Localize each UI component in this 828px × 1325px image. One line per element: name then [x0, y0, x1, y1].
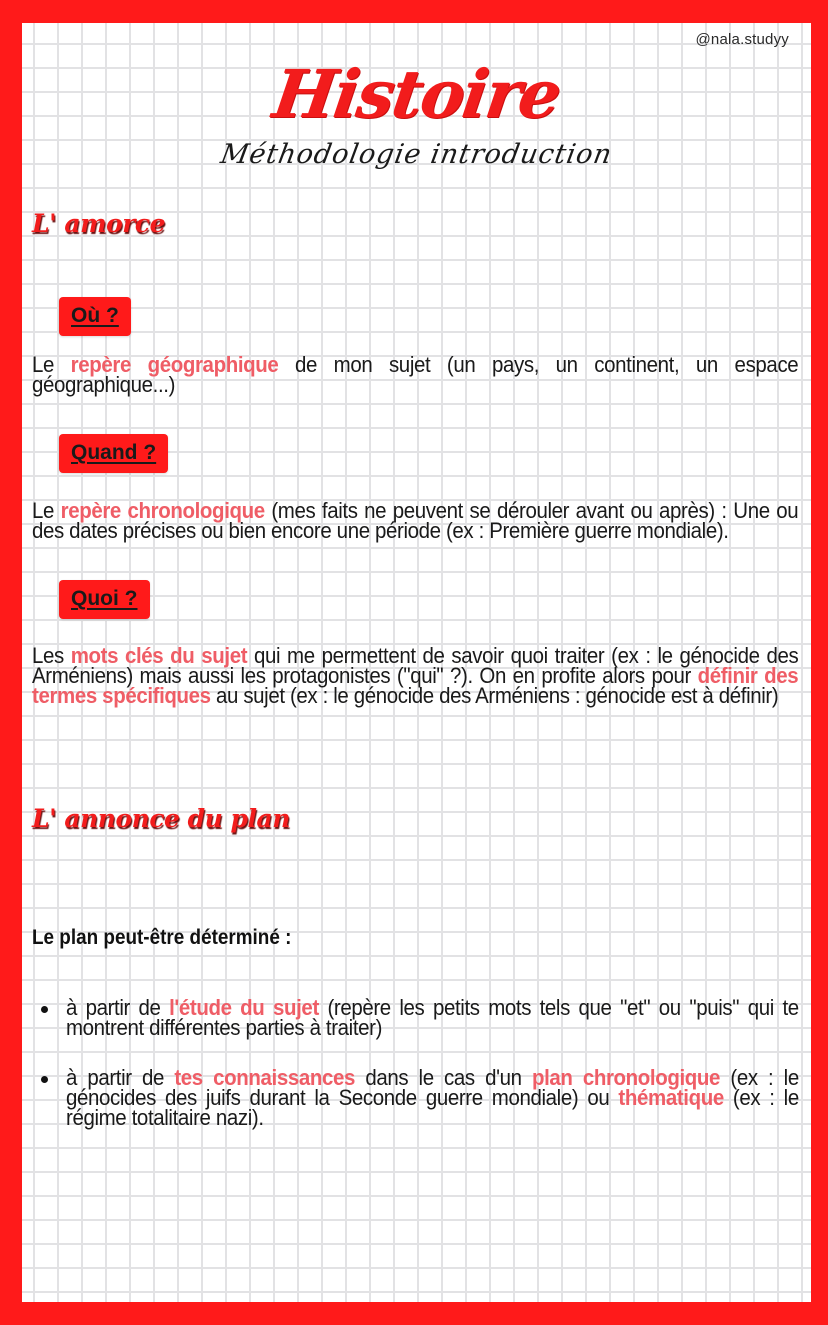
section-heading-annonce: L' annonce du plan [32, 804, 290, 833]
body-text: Le [32, 352, 71, 377]
highlighted-term: mots clés du sujet [70, 643, 248, 668]
highlighted-term: l'étude du sujet [169, 995, 319, 1020]
plan-lead-text: Le plan peut-être déterminé : [32, 926, 292, 949]
author-handle: @nala.studyy [695, 31, 789, 48]
body-text: à partir de [66, 995, 170, 1020]
body-text: (ex : le génocides des juifs durant la Seconde guerre mondiale) ou [66, 1065, 799, 1110]
body-text: Le [32, 498, 61, 523]
notebook-page [22, 23, 811, 1302]
bullet-text [66, 995, 799, 1040]
body-text: (mes faits ne peuvent se dérouler avant ou après) : Une ou des dates précises ou bien encore une période (ex : Première guerre mondiale). [32, 498, 799, 543]
plan-bullet-list [32, 995, 799, 1154]
highlighted-term: tes connaissances [174, 1065, 356, 1090]
bullet-icon [41, 1006, 48, 1013]
highlighted-term: repère chronologique [60, 498, 265, 523]
page-title: Histoire [268, 55, 565, 133]
list-item [32, 995, 799, 1040]
body-text: (repère les petits mots tels que "et" ou "puis" qui te montrent différentes parties à traiter) [66, 995, 799, 1040]
badge-ou: Où ? [59, 297, 131, 336]
page-subtitle: Méthodologie introduction [218, 139, 615, 170]
section-heading-amorce: L' amorce [32, 209, 166, 238]
highlighted-term: repère géographique [70, 352, 279, 377]
body-text: Les [32, 643, 71, 668]
paragraph-ou [32, 352, 799, 397]
paragraph-quand [32, 498, 799, 543]
highlighted-term: thématique [618, 1085, 724, 1110]
body-text: qui me permettent de savoir quoi traiter (ex : le génocide des Arméniens) mais aussi les protagonistes ("qui" ?). On en profite alors pour [32, 643, 799, 688]
body-text: dans le cas d'un [355, 1065, 532, 1090]
body-text: à partir de [66, 1065, 175, 1090]
badge-quand: Quand ? [59, 434, 168, 473]
bullet-text [66, 1065, 799, 1130]
highlighted-term: définir des termes spécifiques [32, 663, 799, 708]
body-text: de mon sujet (un pays, un continent, un espace géographique...) [32, 352, 799, 397]
bullet-icon [41, 1076, 48, 1083]
badge-quoi: Quoi ? [59, 580, 150, 619]
paragraph-quoi [32, 643, 799, 708]
list-item [32, 1065, 799, 1130]
body-text: au sujet (ex : le génocide des Arméniens : génocide est à définir) [210, 683, 779, 708]
highlighted-term: plan chronologique [531, 1065, 721, 1090]
body-text: (ex : le régime totalitaire nazi). [66, 1085, 799, 1130]
